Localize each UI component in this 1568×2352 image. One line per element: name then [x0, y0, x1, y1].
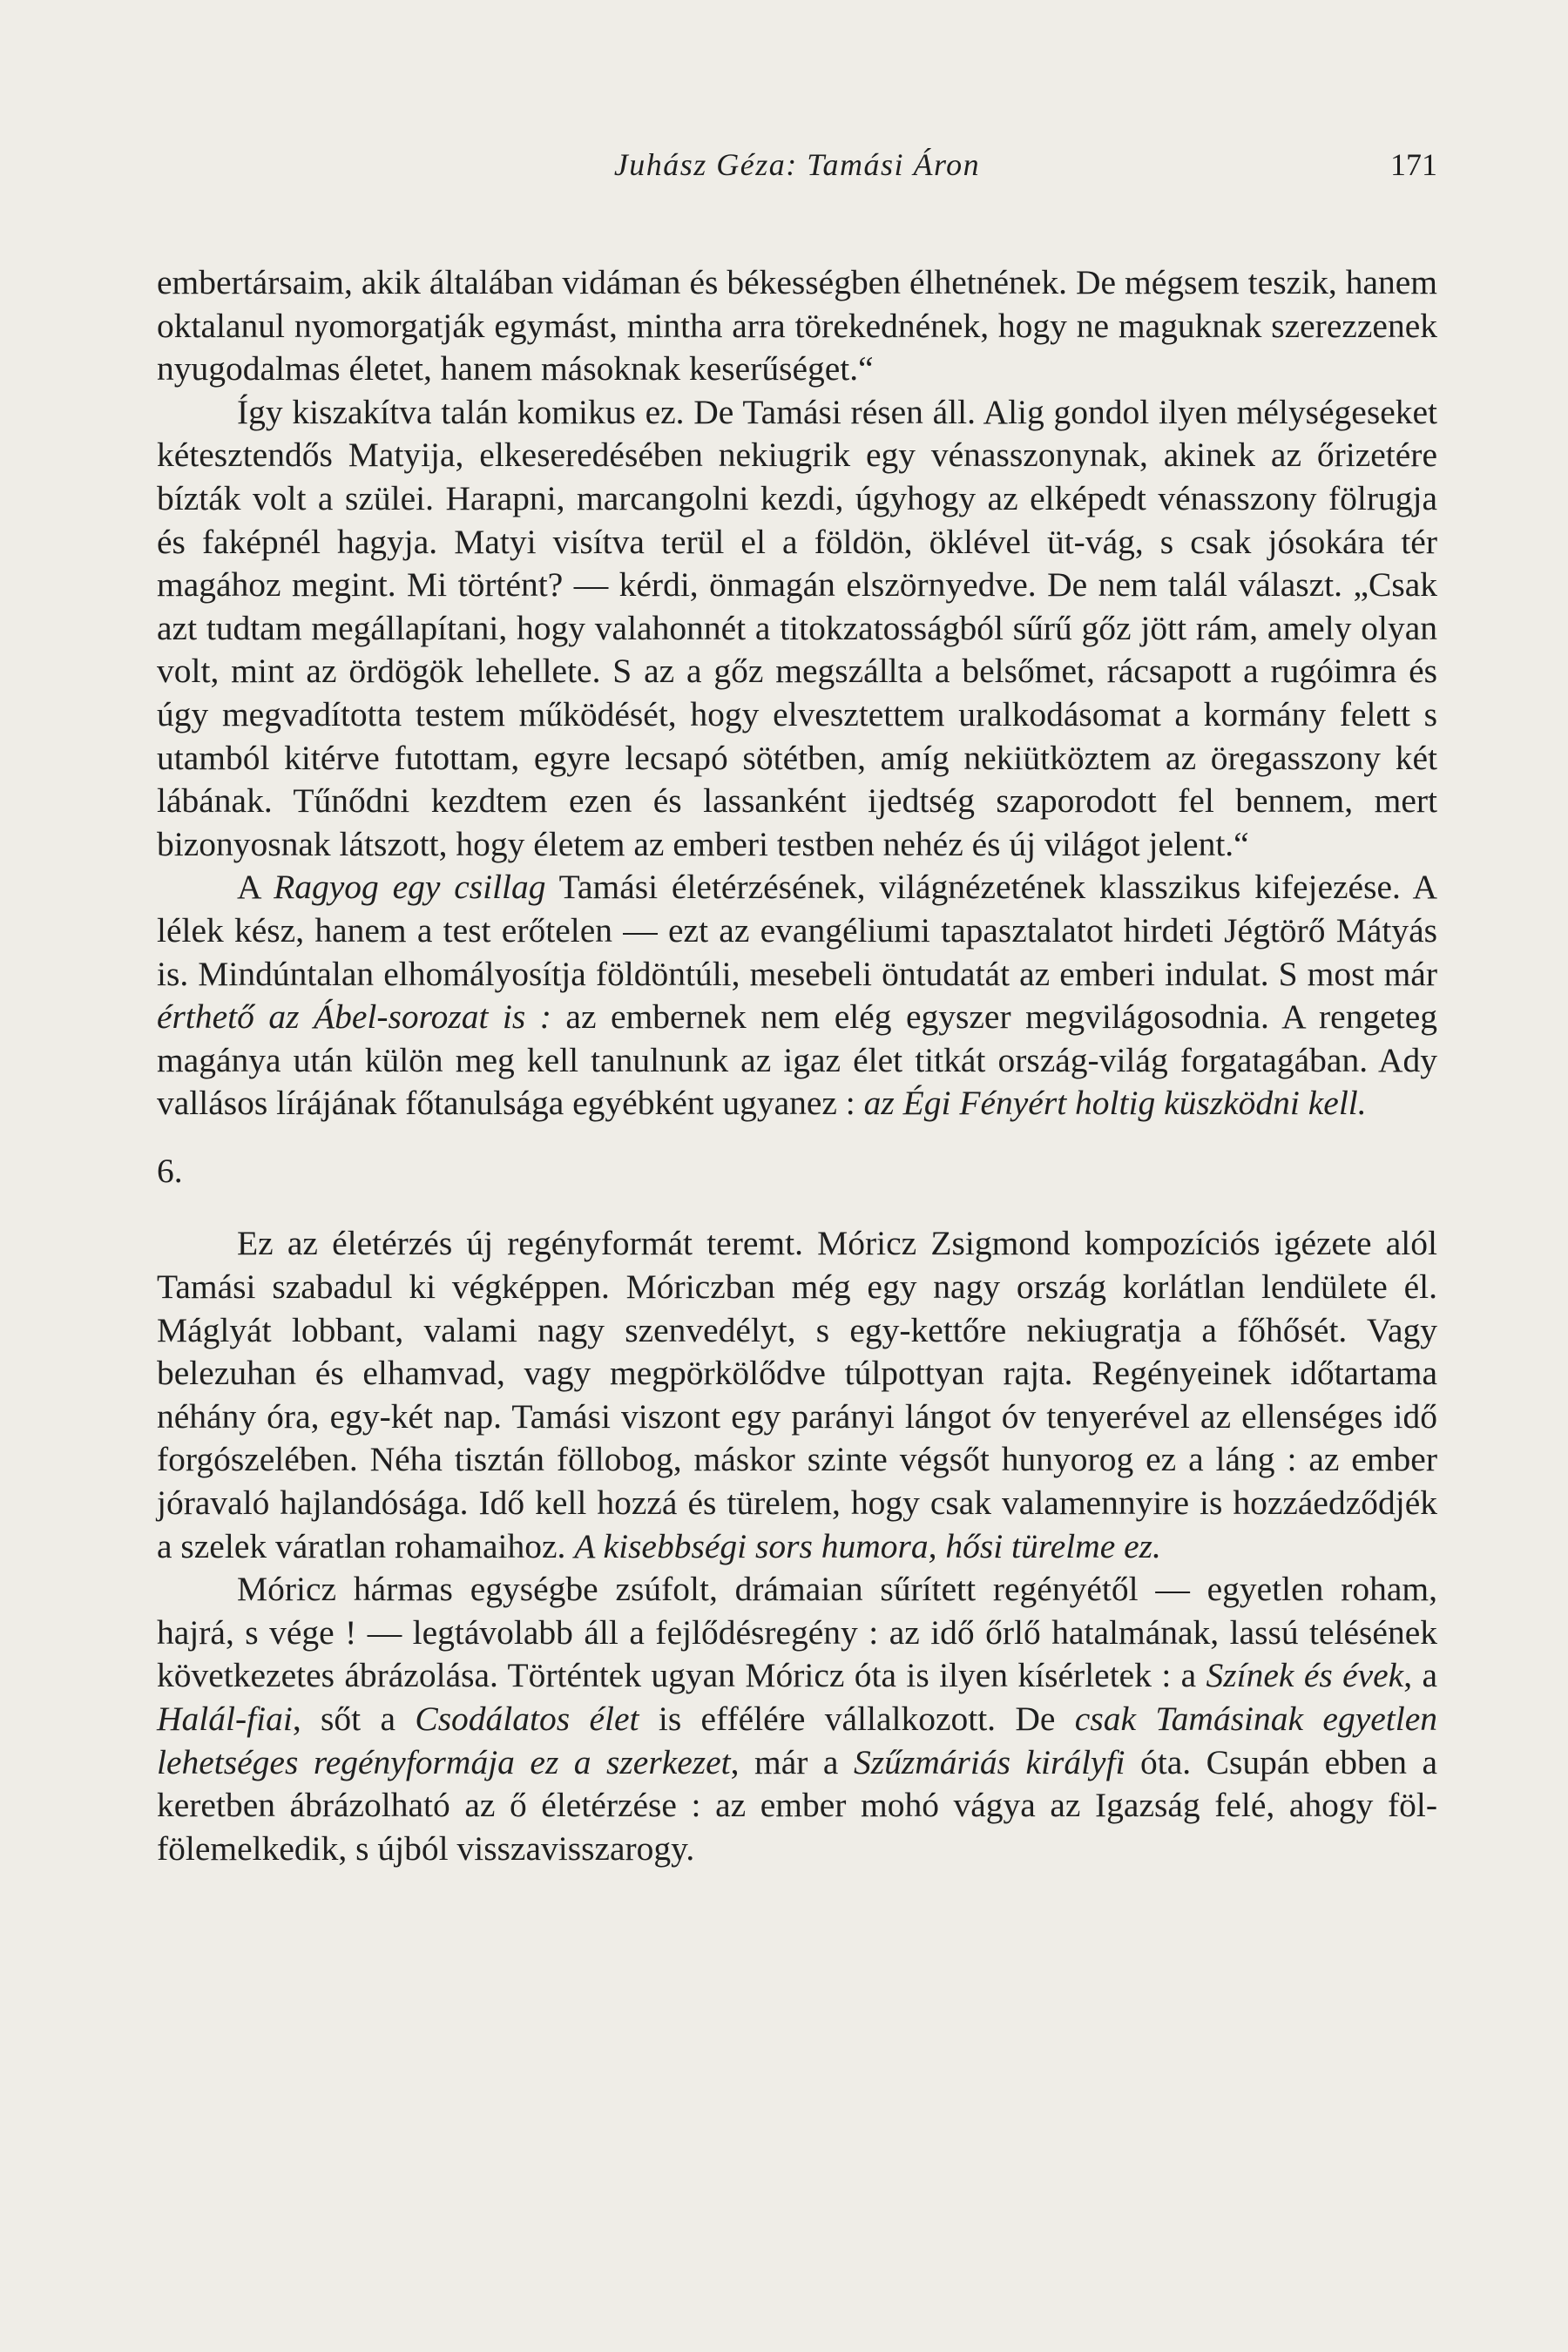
body-text: [157, 261, 1437, 1870]
book-title-szuzmarias: Szűzmáriás királyfi: [853, 1742, 1125, 1781]
page-number: 171: [1390, 147, 1437, 182]
emphasis-regenyforma: csak Tamásinak egyetlen lehetséges regényformája ez a szerkezet: [157, 1700, 1437, 1781]
text-run: az embernek nem elég egyszer megvilágosodnia. A rengeteg magánya után külön meg kell tanulnunk az igaz élet titkát ország-világ forgatagában. Ady vallásos lírájának főtanulsága egyébként ugyanez :: [157, 997, 1437, 1123]
paragraph-5: [157, 1568, 1437, 1870]
text-run: , sőt a: [292, 1700, 416, 1738]
paragraph-1: embertársaim, akik általában vidáman és békességben élhetnének. De mégsem teszik, hanem oktalanul nyomorgatják egymást, mintha arra törekednének, hogy ne maguknak szerezzenek nyugodalmas életet, hanem másoknak keserűséget.“: [157, 263, 1437, 389]
text-run: , már a: [730, 1742, 854, 1781]
running-head: Juhász Géza: Tamási Áron: [613, 147, 981, 182]
section-number: 6.: [157, 1151, 183, 1190]
emphasis-abel: érthető az Ábel-sorozat is :: [157, 997, 551, 1037]
text-run: A: [237, 868, 274, 907]
emphasis-egi-feny: az Égi Fényért holtig küszködni kell.: [863, 1084, 1367, 1123]
text-run: Ez az életérzés új regényformát teremt. Móricz Zsigmond kompozíciós igézete alól Tamási szabadul ki végképpen. Móriczban még egy nagy ország korlátlan lendülete él. Máglyát lobbant, valami nagy szenvedélyt, s egy-kettőre nekiugratja a főhősét. Vagy belezuhan és elhamvad, vagy megpörkölődve túlpottyan rajta. Regényeinek időtartama néhány óra, egy-két nap. Tamási viszont egy parányi lángot óv tenyerével az ellenséges idő forgószelében. Néha tisztán föllobog, máskor szinte végsőt hunyorog ez a láng : az ember jóravaló hajlandósága. Idő kell hozzá és türelem, hogy csak valamennyire is hozzáedződjék a szelek váratlan rohamaihoz.: [157, 1224, 1437, 1565]
book-title-csodalatos: Csodálatos élet: [415, 1700, 639, 1738]
text-run: Móricz hármas egységbe zsúfolt, drámaian sűrített regényétől — egyetlen roham, hajrá, s vége ! — legtávolabb áll a fejlődésregény : az idő őrlő hatalmának, lassú telésének következetes ábrázolása. Történtek ugyan Móricz óta is ilyen kísérletek : a: [157, 1570, 1437, 1695]
text-run: , a: [1403, 1656, 1437, 1695]
paragraph-2: Így kiszakítva talán komikus ez. De Tamási résen áll. Alig gondol ilyen mélységeseket kétesztendős Matyija, elkeseredésében nekiugrik egy vénasszonynak, akinek az őrizetére bízták volt a szülei. Harapni, marcangolni kezdi, úgyhogy az elképedt vénasszony fölrugja és faképnél hagyja. Matyi visítva terül el a földön, öklével üt-vág, s csak jósokára tér magához megint. Mi történt? — kérdi, önmagán elszörnyedve. De nem talál választ. „Csak azt tudtam megállapítani, hogy valahonnét a titokzatosságból sűrű gőz jött rám, amely olyan volt, mint az ördögök lehellete. S az a gőz megszállta a belsőmet, rácsapott a rugóimra és úgy megvadította testem működését, hogy elvesztettem uralkodásomat a kormány felett s utamból kitérve futottam, egyre lecsapó sötétben, amíg nekiütköztem az öregasszony két lábának. Tűnődni kezdtem ezen és lassanként ijedtség szaporodott fel bennem, mert bizonyosnak látszott, hogy életem az emberi testben nehéz és új világot jelent.“: [157, 392, 1437, 863]
paragraph-4: [157, 1222, 1437, 1568]
paragraph-3: [157, 866, 1437, 1125]
book-title-halal-fiai: Halál-fiai: [157, 1700, 293, 1738]
text-run: Tamási életérzésének, világnézetének klasszikus kifejezése. A lélek kész, hanem a test erőtelen — ezt az evangéliumi tapasztalatot hirdeti Jégtörő Mátyás is. Mindúntalan elhomályosítja földöntúli, mesebeli öntudatát az emberi indulat. S most már: [157, 868, 1437, 993]
text-run: óta. Csupán ebben a keretben ábrázolható az ő életérzése : az ember mohó vágya az Igazság felé, ahogy föl-fölemelkedik, s újból visszavisszarogy.: [157, 1742, 1438, 1868]
emphasis-kisebbsegi: A kisebbségi sors humora, hősi türelme ez.: [574, 1526, 1161, 1565]
book-title-ragyog: Ragyog egy csillag: [274, 868, 546, 907]
text-run: is effélére vállalkozott. De: [639, 1700, 1075, 1738]
book-title-szinek: Színek és évek: [1206, 1656, 1404, 1695]
page-header: [157, 146, 1437, 199]
